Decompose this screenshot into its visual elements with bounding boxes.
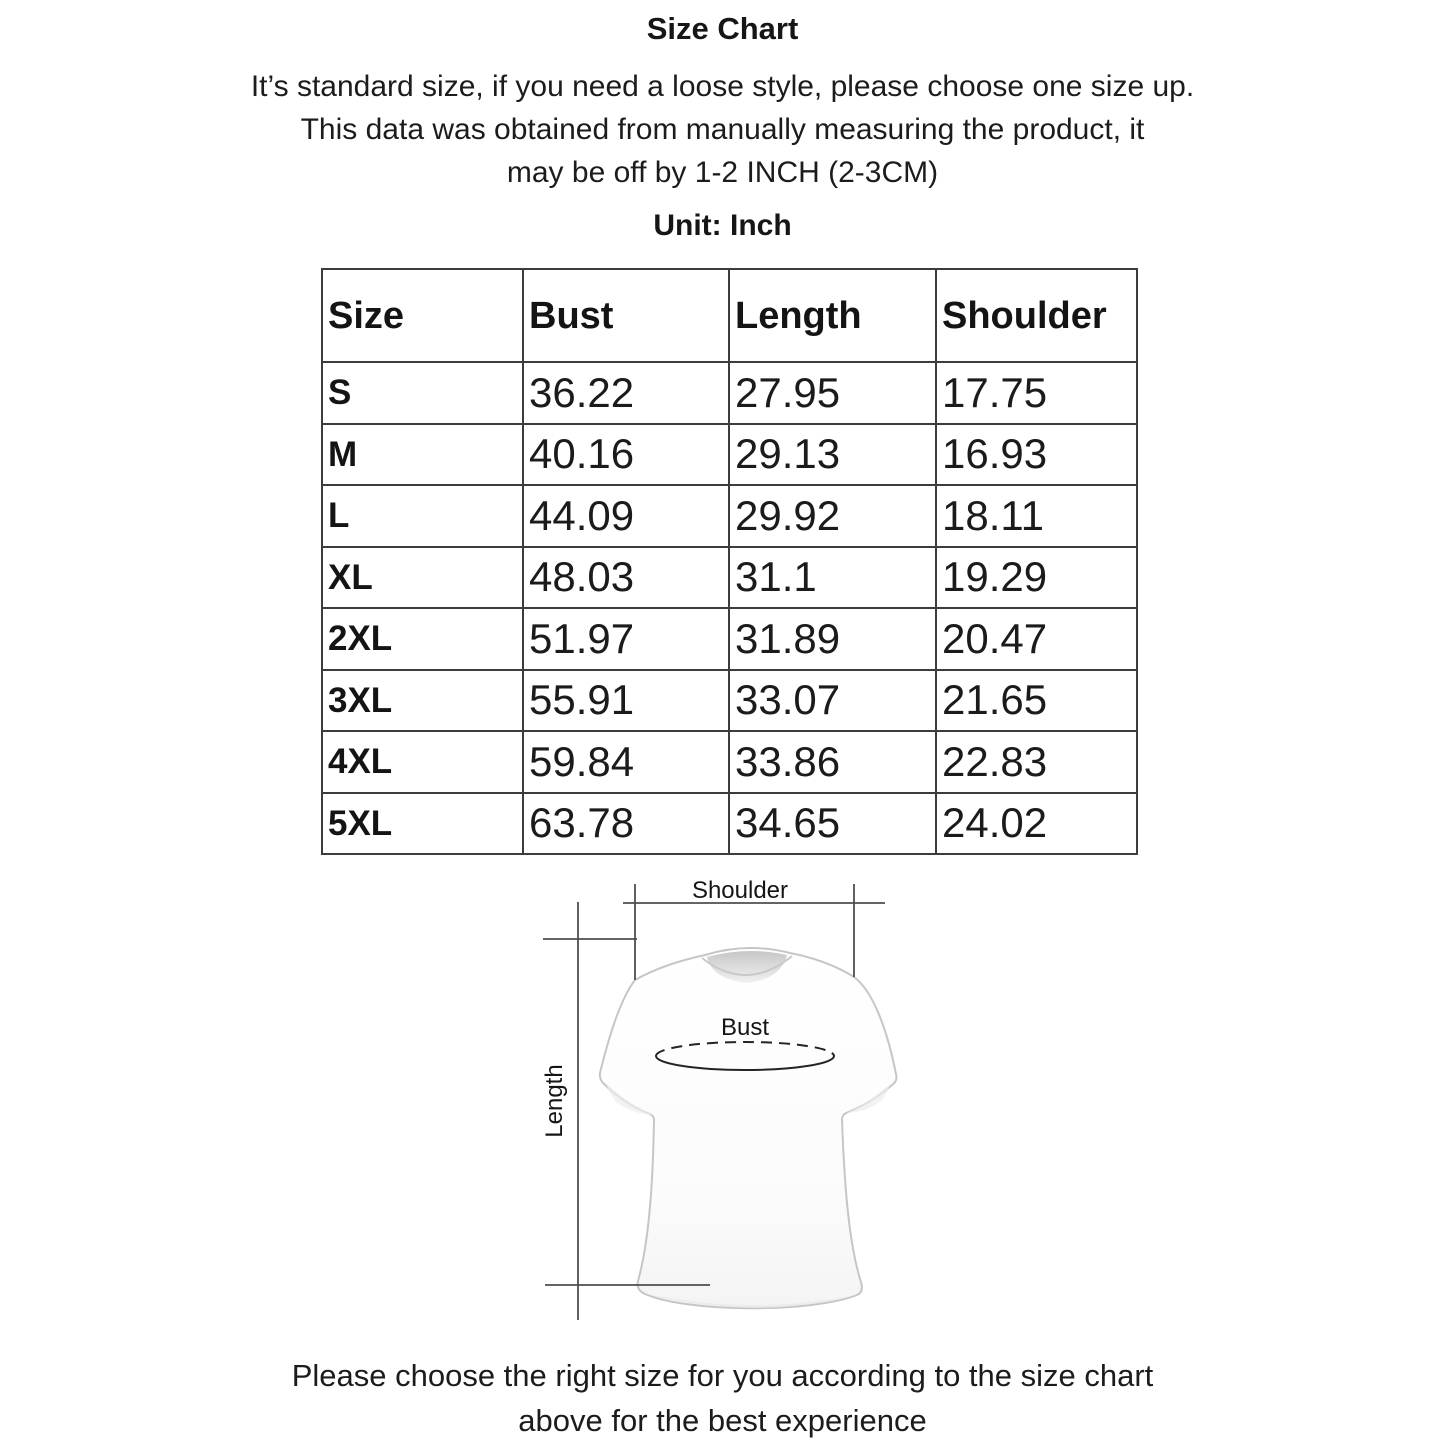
footer-note-line-2: above for the best experience [518, 1403, 927, 1438]
column-header-bust: Bust [523, 269, 729, 362]
length-measure-label: Length [541, 1064, 568, 1138]
table-row-l [322, 485, 1137, 547]
tshirt-graphic [600, 948, 897, 1308]
cell-size: L [322, 485, 523, 547]
cell-length: 34.65 [729, 793, 936, 855]
cell-shoulder: 22.83 [936, 731, 1137, 793]
cell-length: 29.92 [729, 485, 936, 547]
table-row-2xl [322, 608, 1137, 670]
cell-bust: 55.91 [523, 670, 729, 732]
footer-note-line-1: Please choose the right size for you according to the size chart [291, 1358, 1154, 1393]
cell-length: 31.1 [729, 547, 936, 609]
tshirt-silhouette [600, 948, 897, 1308]
cell-shoulder: 24.02 [936, 793, 1137, 855]
cell-bust: 63.78 [523, 793, 729, 855]
cell-size: 5XL [322, 793, 523, 855]
cell-size: M [322, 424, 523, 486]
cell-bust: 48.03 [523, 547, 729, 609]
size-note-line-1: It’s standard size, if you need a loose style, please choose one size up. [250, 70, 1195, 103]
cell-bust: 51.97 [523, 608, 729, 670]
table-row-3xl [322, 670, 1137, 732]
cell-bust: 44.09 [523, 485, 729, 547]
table-row-4xl [322, 731, 1137, 793]
footer-note [0, 1353, 1445, 1443]
column-header-length: Length [729, 269, 936, 362]
cell-size: S [322, 362, 523, 424]
column-header-size: Size [322, 269, 523, 362]
table-row-xl [322, 547, 1137, 609]
cell-shoulder: 18.11 [936, 485, 1137, 547]
column-header-shoulder: Shoulder [936, 269, 1137, 362]
size-note [0, 65, 1445, 194]
cell-size: 4XL [322, 731, 523, 793]
cell-bust: 40.16 [523, 424, 729, 486]
table-row-5xl [322, 793, 1137, 855]
cell-size: XL [322, 547, 523, 609]
cell-bust: 36.22 [523, 362, 729, 424]
cell-size: 3XL [322, 670, 523, 732]
table-row-s [322, 362, 1137, 424]
cell-length: 31.89 [729, 608, 936, 670]
tshirt-measurement-diagram [520, 870, 1040, 1340]
cell-length: 33.07 [729, 670, 936, 732]
cell-length: 27.95 [729, 362, 936, 424]
cell-length: 33.86 [729, 731, 936, 793]
cell-bust: 59.84 [523, 731, 729, 793]
size-table-header-row [322, 269, 1137, 362]
cell-shoulder: 21.65 [936, 670, 1137, 732]
cell-shoulder: 19.29 [936, 547, 1137, 609]
cell-shoulder: 20.47 [936, 608, 1137, 670]
unit-label: Unit: Inch [653, 209, 792, 242]
size-note-line-2: This data was obtained from manually measuring the product, it [300, 113, 1145, 146]
cell-shoulder: 17.75 [936, 362, 1137, 424]
size-table [321, 268, 1138, 855]
cell-length: 29.13 [729, 424, 936, 486]
table-row-m [322, 424, 1137, 486]
page-title: Size Chart [646, 11, 799, 46]
shoulder-measure-label: Shoulder [691, 877, 789, 904]
cell-size: 2XL [322, 608, 523, 670]
cell-shoulder: 16.93 [936, 424, 1137, 486]
bust-measure-label: Bust [720, 1014, 770, 1041]
size-note-line-3: may be off by 1-2 INCH (2-3CM) [506, 156, 939, 189]
